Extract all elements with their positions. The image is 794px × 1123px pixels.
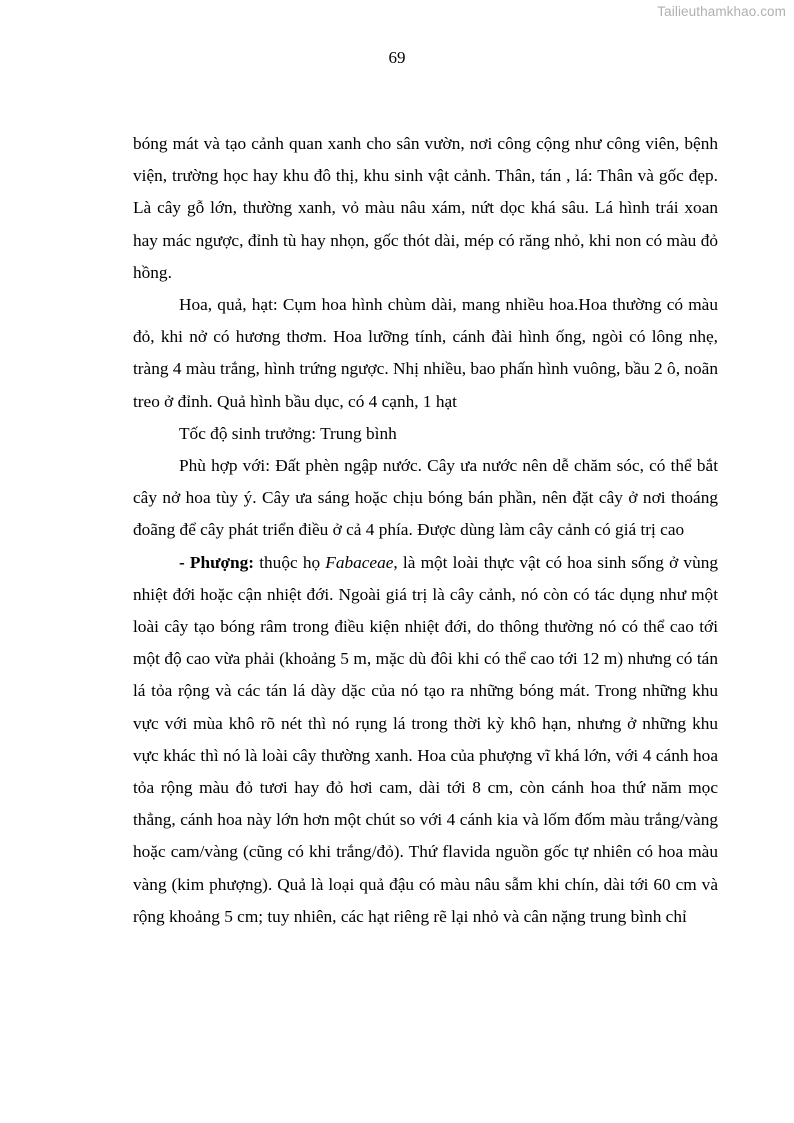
paragraph-growth-rate: Tốc độ sinh trưởng: Trung bình: [179, 423, 397, 443]
paragraph-phuong: [133, 547, 718, 933]
phuong-family-name: Fabaceae: [325, 552, 394, 572]
page-number: 69: [388, 48, 406, 67]
phuong-text-body: , là một loài thực vật có hoa sinh sống ở vùng nhiệt đới hoặc cận nhiệt đới. Ngoài giá trị là cây cảnh, nó còn có tác dụng như một loài cây tạo bóng râm trong điều kiện nhiệt đới, do thông thường nó có thể cao tới một độ cao vừa phải (khoảng 5 m, mặc dù đôi khi có thể cao tới 12 m) nhưng có tán lá tỏa rộng và các tán lá dày dặc của nó tạo ra những bóng mát. Trong những khu vực với mùa khô rõ nét thì nó rụng lá trong thời kỳ khô hạn, nhưng ở những khu vực khác thì nó là loài cây thường xanh. Hoa của phượng vĩ khá lớn, với 4 cánh hoa tỏa rộng màu đỏ tươi hay đỏ hơi cam, dài tới 8 cm, còn cánh hoa thứ năm mọc thẳng, cánh hoa này lớn hơn một chút so với 4 cánh kia và lốm đốm màu trắng/vàng hoặc cam/vàng (cũng có khi trắng/đỏ). Thứ flavida nguồn gốc tự nhiên có hoa màu vàng (kim phượng). Quả là loại quả đậu có màu nâu sẫm khi chín, dài tới 60 cm và rộng khoảng 5 cm; tuy nhiên, các hạt riêng rẽ lại nhỏ và cân nặng trung bình chỉ: [133, 552, 718, 926]
paragraph-suitability: Phù hợp với: Đất phèn ngập nước. Cây ưa nước nên dễ chăm sóc, có thể bắt cây nở hoa tùy ý. Cây ưa sáng hoặc chịu bóng bán phần, nên đặt cây ở nơi thoáng đoãng để cây phát triển điều ở cả 4 phía. Được dùng làm cây cảnh có giá trị cao: [133, 456, 718, 540]
document-body: [133, 128, 718, 933]
phuong-heading: - Phượng:: [179, 552, 255, 572]
paragraph-flowers-fruits: Hoa, quả, hạt: Cụm hoa hình chùm dài, mang nhiều hoa.Hoa thường có màu đỏ, khi nở có hương thơm. Hoa lưỡng tính, cánh đài hình ống, ngòi có lông nhẹ, tràng 4 màu trắng, hình trứng ngược. Nhị nhiều, bao phấn hình vuông, bầu 2 ô, noãn treo ở đỉnh. Quả hình bầu dục, có 4 cạnh, 1 hạt: [133, 295, 718, 411]
phuong-text-pre: thuộc họ: [254, 552, 326, 572]
paragraph-continuation: bóng mát và tạo cảnh quan xanh cho sân vườn, nơi công cộng như công viên, bệnh viện, trường học hay khu đô thị, khu sinh vật cảnh. Thân, tán , lá: Thân và gốc đẹp. Là cây gỗ lớn, thường xanh, vỏ màu nâu xám, nứt dọc khá sâu. Lá hình trái xoan hay mác ngược, đỉnh tù hay nhọn, gốc thót dài, mép có răng nhỏ, khi non có màu đỏ hồng.: [133, 134, 718, 282]
watermark: Tailieuthamkhao.com: [657, 4, 786, 19]
